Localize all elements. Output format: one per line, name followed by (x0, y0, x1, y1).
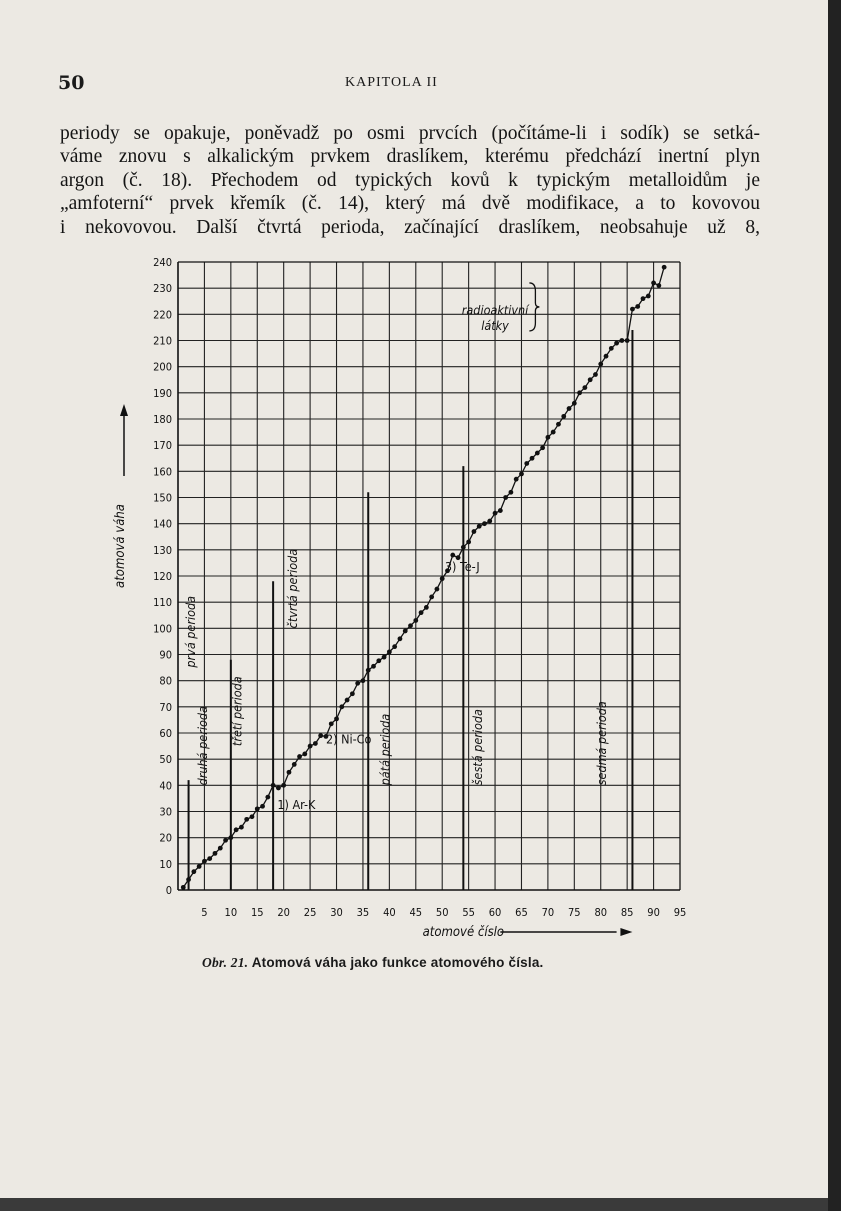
data-point (429, 595, 434, 600)
text-line: i nekovovou. Další čtvrtá perioda, začínající draslíkem, neobsahuje už 8, (60, 216, 760, 238)
atomic-weight-chart (110, 250, 710, 940)
y-tick-label: 30 (159, 805, 172, 819)
data-point (302, 752, 307, 757)
x-tick-label: 85 (620, 906, 634, 919)
data-point (556, 422, 561, 427)
data-point (308, 744, 313, 749)
data-point (646, 294, 651, 299)
y-tick-label: 150 (153, 491, 172, 505)
data-point (413, 618, 418, 623)
x-tick-label: 90 (647, 906, 660, 919)
data-point (598, 362, 603, 367)
data-point (535, 451, 540, 456)
data-point (582, 385, 587, 390)
data-point (260, 804, 265, 809)
data-point (287, 770, 292, 775)
x-tick-label: 25 (303, 906, 317, 919)
y-tick-label: 140 (153, 517, 172, 531)
period-label: sedmá perioda (594, 701, 610, 786)
data-point (461, 545, 466, 550)
data-point (244, 817, 249, 822)
data-point (435, 587, 440, 592)
radioactive-bracket (529, 283, 539, 331)
x-tick-label: 65 (515, 906, 528, 919)
x-tick-label: 15 (250, 906, 264, 919)
data-point (450, 553, 455, 558)
annotation-label: 2) Ni-Co (325, 731, 372, 747)
caption-text: Atomová váha jako funkce atomového čísla. (251, 955, 544, 970)
data-point (604, 354, 609, 359)
data-point (361, 678, 366, 683)
data-point (218, 846, 223, 851)
data-point (519, 472, 524, 477)
y-tick-label: 210 (153, 334, 172, 348)
x-tick-label: 45 (409, 906, 423, 919)
data-point (276, 786, 281, 791)
y-tick-label: 180 (153, 413, 172, 426)
running-head: KAPITOLA II (345, 75, 438, 90)
y-tick-label: 130 (153, 543, 172, 557)
data-point (630, 307, 635, 312)
x-tick-label: 55 (462, 906, 475, 919)
x-tick-label: 10 (224, 906, 238, 919)
data-point (662, 265, 667, 270)
data-point (577, 390, 582, 395)
x-tick-label: 50 (435, 906, 449, 919)
data-point (625, 338, 630, 343)
figure-chart (110, 250, 710, 940)
y-tick-label: 170 (153, 439, 172, 453)
data-point (250, 814, 255, 819)
data-point (524, 461, 529, 466)
page-number: 50 (58, 72, 85, 94)
data-point (392, 644, 397, 649)
y-tick-label: 60 (159, 727, 172, 740)
data-point (197, 864, 202, 869)
data-point (207, 856, 212, 861)
data-point (493, 511, 498, 516)
y-tick-label: 230 (153, 282, 172, 296)
data-point (530, 456, 535, 461)
period-label: třetí perioda (229, 676, 245, 747)
annotation-label: 3) Te-J (444, 558, 480, 574)
data-point (482, 521, 487, 526)
data-point (403, 629, 408, 634)
figure-caption (202, 955, 543, 971)
y-tick-label: 100 (153, 622, 172, 636)
x-tick-label: 35 (356, 906, 370, 919)
period-label: šestá perioda (469, 709, 485, 786)
data-point (408, 623, 413, 628)
data-point (477, 524, 482, 529)
data-point (265, 795, 270, 800)
data-point (424, 605, 429, 610)
period-label: prvá perioda (182, 595, 198, 668)
y-tick-label: 90 (159, 648, 172, 662)
data-point (656, 283, 661, 288)
data-point (498, 508, 503, 513)
data-point (641, 296, 646, 301)
data-point (371, 664, 376, 669)
data-point (376, 658, 381, 663)
data-point (572, 401, 577, 406)
data-point (503, 495, 508, 500)
data-point (292, 762, 297, 767)
text-line: argon (č. 18). Přechodem od typických kovů k typickým metalloidům je (60, 169, 760, 191)
data-point (345, 698, 350, 703)
y-tick-label: 10 (159, 857, 172, 871)
text-line: „amfoterní“ prvek křemík (č. 14), který má dvě modifikace, a to kovovou (60, 193, 760, 215)
data-point (350, 691, 355, 696)
data-point (355, 681, 360, 686)
data-point (609, 346, 614, 351)
data-point (313, 741, 318, 746)
y-axis-arrow-head (120, 404, 128, 416)
data-point (593, 372, 598, 377)
y-tick-label: 160 (153, 465, 172, 479)
data-point (318, 733, 323, 738)
data-point (366, 668, 371, 673)
x-tick-label: 20 (277, 906, 290, 919)
data-point (239, 825, 244, 830)
data-point (339, 704, 344, 709)
data-point (234, 827, 239, 832)
data-point (329, 721, 334, 726)
data-point (509, 490, 514, 495)
data-point (228, 835, 233, 840)
data-point (297, 754, 302, 759)
paragraph-top (60, 122, 760, 239)
y-tick-label: 120 (153, 570, 172, 583)
data-point (255, 806, 260, 811)
annotation-label: 1) Ar-K (277, 796, 316, 812)
data-point (551, 430, 556, 435)
data-point (651, 281, 656, 286)
data-point (382, 655, 387, 660)
x-axis-arrow-head (620, 928, 632, 936)
y-axis-title: atomová váha (113, 504, 128, 588)
text-line: periody se opakuje, poněvadž po osmi prvcích (počítáme-li i sodík) se setká- (60, 123, 760, 144)
data-point (567, 406, 572, 411)
data-point (635, 304, 640, 309)
x-tick-label: 75 (568, 906, 581, 919)
x-axis-title: atomové číslo (422, 925, 505, 940)
data-point (191, 869, 196, 874)
data-point (487, 519, 492, 524)
period-label: druhá perioda (195, 706, 211, 786)
y-tick-label: 80 (159, 674, 172, 688)
y-tick-label: 40 (159, 779, 172, 793)
data-point (614, 341, 619, 346)
x-tick-label: 60 (488, 906, 502, 919)
data-point (540, 445, 545, 450)
data-point (387, 649, 392, 654)
data-point (588, 377, 593, 382)
data-point (181, 885, 186, 890)
data-point (619, 338, 624, 343)
x-tick-label: 40 (383, 906, 396, 919)
data-point (561, 414, 566, 419)
y-tick-label: 50 (159, 753, 172, 767)
annotation-label: látky (481, 318, 509, 334)
y-tick-label: 240 (153, 256, 172, 269)
text-line: váme znovu s alkalickým prvkem draslíkem, kterému předchází inertní plyn (60, 146, 760, 168)
data-point (186, 877, 191, 882)
data-point (466, 540, 471, 545)
data-point (223, 838, 228, 843)
data-point (440, 576, 445, 581)
data-point (281, 783, 286, 788)
y-tick-label: 200 (153, 360, 172, 374)
y-tick-label: 20 (159, 831, 172, 845)
binding-edge (828, 0, 841, 1211)
data-point (545, 435, 550, 440)
data-point (419, 610, 424, 615)
series-line (183, 267, 664, 887)
data-point (472, 529, 477, 534)
data-point (213, 851, 218, 856)
y-tick-label: 70 (159, 700, 172, 714)
data-point (202, 859, 207, 864)
y-tick-label: 110 (153, 596, 172, 610)
period-label: pátá perioda (377, 713, 393, 786)
data-point (514, 477, 519, 482)
y-tick-label: 190 (153, 386, 172, 400)
x-tick-label: 30 (330, 906, 343, 919)
x-tick-label: 70 (541, 906, 555, 919)
x-tick-label: 5 (201, 906, 208, 919)
data-point (398, 636, 403, 641)
data-point (271, 783, 276, 788)
y-tick-label: 220 (153, 308, 172, 322)
y-tick-label: 0 (165, 884, 172, 897)
annotation-label: radioaktivní (461, 302, 529, 318)
data-point (334, 716, 339, 721)
x-tick-label: 95 (673, 906, 687, 919)
caption-number: Obr. 21. (202, 955, 249, 970)
x-tick-label: 80 (594, 906, 608, 919)
period-label: čtvrtá perioda (284, 548, 300, 629)
